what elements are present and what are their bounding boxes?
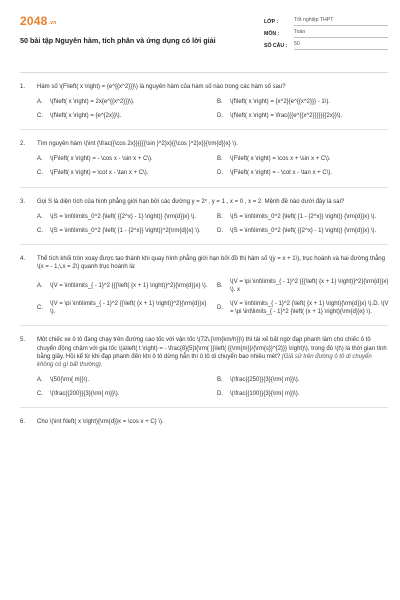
question-item [20, 140, 388, 187]
question-item [20, 255, 388, 327]
answer-option-d[interactable]: D. \(S = \int\limits_0^2 {\left( {{2^x} - 1} \right)} {\rm{d}}x} \). [217, 227, 377, 234]
question-item [20, 198, 388, 245]
meta-row-class: LỚP : Tốt nghiệp THPT [264, 14, 388, 26]
document-title: 50 bài tập Nguyên hàm, tích phân và ứng dụng có lời giải [20, 36, 216, 46]
answer-options [37, 155, 388, 177]
answer-option-b[interactable]: B. \(S = \int\limits_0^2 {\left( {1 - {2^x}} \right)} {\rm{d}}x} \). [217, 213, 377, 220]
site-logo[interactable]: 2048.vn [20, 14, 57, 28]
document-meta [264, 14, 388, 50]
question-number: 6. [20, 418, 26, 425]
answer-option-b[interactable]: B. \(f\left( x \right) = {x^2}{e^{{x^2}}} - 1\). [217, 99, 330, 106]
answer-option-c[interactable]: C. \(\frac{{200}}{3}{\rm{ m}}\). [37, 390, 120, 397]
question-divider [20, 407, 388, 408]
question-hint: (Giả sử trên đường ô tô di chuyển không có gì bất thường). [37, 353, 372, 368]
meta-row-subject: MÔN : Toán [264, 26, 388, 38]
answer-option-d[interactable]: D. \(V = \int\limits_{ - 1}^2 {\left( {x + 1} \right){\rm{d}}x} \).D. \(V = \pi \int\limits_{ - 1}^2 {\left( {x + 1} \right){\rm{d}}x} \). [217, 301, 389, 316]
brand-block [20, 8, 252, 46]
question-text: Gọi S là diện tích của hình phẳng giới hạn bởi các đường y = 2ˣ , y = 1 , x = 0 , x = 2. Mệnh đề nào dưới đây là sai? [37, 198, 345, 205]
question-number: 2. [20, 141, 26, 148]
question-divider [20, 325, 388, 326]
question-number: 5. [20, 337, 26, 344]
answer-options [37, 213, 388, 235]
header-divider [20, 72, 388, 73]
answer-option-b[interactable]: B. \(F\left( x \right) = \cos x + \sin x + C\). [217, 156, 331, 163]
answer-option-a[interactable]: A. \(50{\rm{ m}}\). [37, 376, 90, 383]
answer-option-b[interactable]: B. \(\frac{{250}}{3}{\rm{ m}}\). [217, 376, 300, 383]
meta-row-question-count: SỐ CÂU : 50 [264, 38, 388, 50]
answer-option-d[interactable]: D. \(\frac{{100}}{3}{\rm{ m}}\). [217, 390, 300, 397]
question-item [20, 336, 388, 408]
question-divider [20, 244, 388, 245]
answer-option-a[interactable]: A. \(S = \int\limits_0^2 {\left( {{2^x} - 1} \right)} {\rm{d}}x} \). [37, 213, 197, 220]
answer-option-c[interactable]: C. \(F\left( x \right) = \cot x - \tan x + C\). [37, 170, 149, 177]
answer-option-b[interactable]: B. \(V = \pi \int\limits_{ - 1}^2 {{{\left( {x + 1} \right)}^2}{\rm{d}}x} \). x [217, 279, 389, 294]
question-item [20, 418, 388, 426]
question-number: 1. [20, 84, 26, 90]
question-text: Cho \(\int f\left( x \right){\rm{d}}x = \cos x + C} \). [37, 418, 164, 425]
question-text: Hàm số \(F\left( x \right) = {e^{{x^2}}}\) là nguyên hàm của hàm số nào trong các hàm số sau? [37, 84, 286, 90]
answer-option-d[interactable]: D. \(F\left( x \right) = - \cot x - \tan x + C\). [217, 170, 333, 177]
question-divider [20, 129, 388, 130]
answer-option-c[interactable]: C. \(f\left( x \right) = {e^{2x}}\). [37, 113, 122, 120]
question-item [20, 83, 388, 130]
question-number: 3. [20, 198, 26, 205]
answer-option-c[interactable]: C. \(S = \int\limits_0^2 {\left( {1 - {2^x}} \right)}^2{\rm{d}}x} \). [37, 227, 201, 234]
document-header [20, 8, 388, 64]
answer-options [37, 98, 388, 120]
question-divider [20, 187, 388, 188]
question-text: Một chiếc xe ô tô đang chạy trên đường cao tốc với vận tốc \(72\,{\rm{km/h}}\) thì tài xế bất ngờ đạp phanh làm cho chiếc ô tô chuyển động chậm với gia tốc \(a\left( t \right) = - \frac{8}{5}t{\rm{ }}\left( {{\rm{m}}/{\rm{s}}^{2}}} \right)\), trong đó \(t\) là thời gian tính bằng giây. Hỏi kể từ khi đạp phanh đến khi ô tô dừng hẳn thì ô tô di chuyển bao nhiêu mét? (Giả sử trên đường ô tô di chuyển không có gì bất thường). [37, 337, 387, 368]
answer-option-c[interactable]: C. \(V = \pi \int\limits_{ - 1}^2 {{\left( {x + 1} \right)}^2}{\rm{d}}x} \). [37, 301, 207, 316]
answer-options [37, 376, 388, 398]
answer-options [37, 278, 388, 316]
question-text: Thể tích khối tròn xoay được tạo thành khi quay hình phẳng giới hạn bởi đồ thị hàm số \(y = x + 1\), trục hoành và hai đường thẳng \(x = - 1,\,x = 2\) quanh trục hoành là: [37, 255, 385, 270]
answer-option-a[interactable]: A. \(V = \int\limits_{ - 1}^2 {{{\left( {x + 1} \right)}^2}{\rm{d}}x} \). [37, 283, 208, 290]
question-text: Tìm nguyên hàm \(\int {\frac{{\cos 2x}}{{{{\sin }^2}x}{{\cos }^2}x}}{\rm{d}}x} \). [37, 141, 238, 148]
question-number: 4. [20, 255, 26, 262]
answer-option-a[interactable]: A. \(f\left( x \right) = 2x{e^{{x^2}}}\). [37, 99, 135, 106]
answer-option-a[interactable]: A. \(F\left( x \right) = - \cos x - \sin x + C\). [37, 156, 153, 163]
answer-option-d[interactable]: D. \(f\left( x \right) = \frac{{{e^{{x^2}}}}}{{2x}}\). [217, 113, 343, 120]
